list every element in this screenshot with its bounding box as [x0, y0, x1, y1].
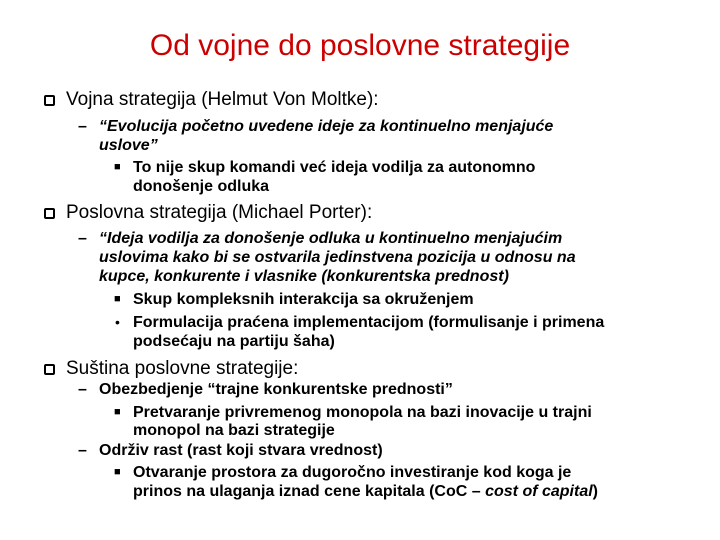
dash-bullet-icon: –: [78, 442, 87, 459]
sub-line: donošenje odluka: [133, 178, 270, 195]
quote-line: uslovima kako bi se ostvarila jedinstvena pozicija u odnosu na: [99, 249, 576, 266]
item-line: Održiv rast (rast koji stvara vrednost): [99, 442, 383, 459]
quote-line: kupce, konkurente i vlasnike (konkurentska prednost): [99, 268, 509, 285]
section-heading-porter: Poslovna strategija (Michael Porter):: [66, 202, 373, 223]
sub-line: prinos na ulaganja iznad cene kapitala (CoC – cost of capital): [133, 483, 598, 500]
quote-line: uslove”: [99, 137, 158, 154]
checkbox-bullet-icon: [44, 208, 55, 219]
section-heading-sustina: Suština poslovne strategije:: [66, 358, 299, 379]
square-bullet-icon: ■: [114, 161, 121, 173]
slide-title: Od vojne do poslovne strategije: [149, 29, 571, 62]
sub-line: To nije skup komandi već ideja vodilja za autonomno: [133, 159, 536, 176]
dot-bullet-icon: •: [115, 314, 120, 330]
square-bullet-icon: ■: [114, 293, 121, 305]
sub-line: monopol na bazi strategije: [133, 422, 335, 439]
sub-line: Skup kompleksnih interakcija sa okruženjem: [133, 291, 474, 308]
checkbox-bullet-icon: [44, 95, 55, 106]
dash-bullet-icon: –: [78, 381, 87, 398]
dash-bullet-icon: –: [78, 230, 87, 247]
sub-line: podsećaju na partiju šaha): [133, 333, 335, 350]
sub-line: Pretvaranje privremenog monopola na bazi inovacije u trajni: [133, 404, 592, 421]
quote-line: “Evolucija početno uvedene ideje za kontinuelno menjajuće: [99, 118, 554, 135]
item-line: Obezbedjenje “trajne konkurentske prednosti”: [99, 381, 453, 398]
square-bullet-icon: ■: [114, 466, 121, 478]
dash-bullet-icon: –: [78, 118, 87, 135]
square-bullet-icon: ■: [114, 406, 121, 418]
quote-line: “Ideja vodilja za donošenje odluka u kontinuelno menjajućim: [99, 230, 563, 247]
checkbox-bullet-icon: [44, 364, 55, 375]
section-heading-moltke: Vojna strategija (Helmut Von Moltke):: [66, 89, 379, 110]
sub-line: Otvaranje prostora za dugoročno investiranje kod koga je: [133, 464, 572, 481]
sub-line: Formulacija praćena implementacijom (formulisanje i primena: [133, 314, 605, 331]
